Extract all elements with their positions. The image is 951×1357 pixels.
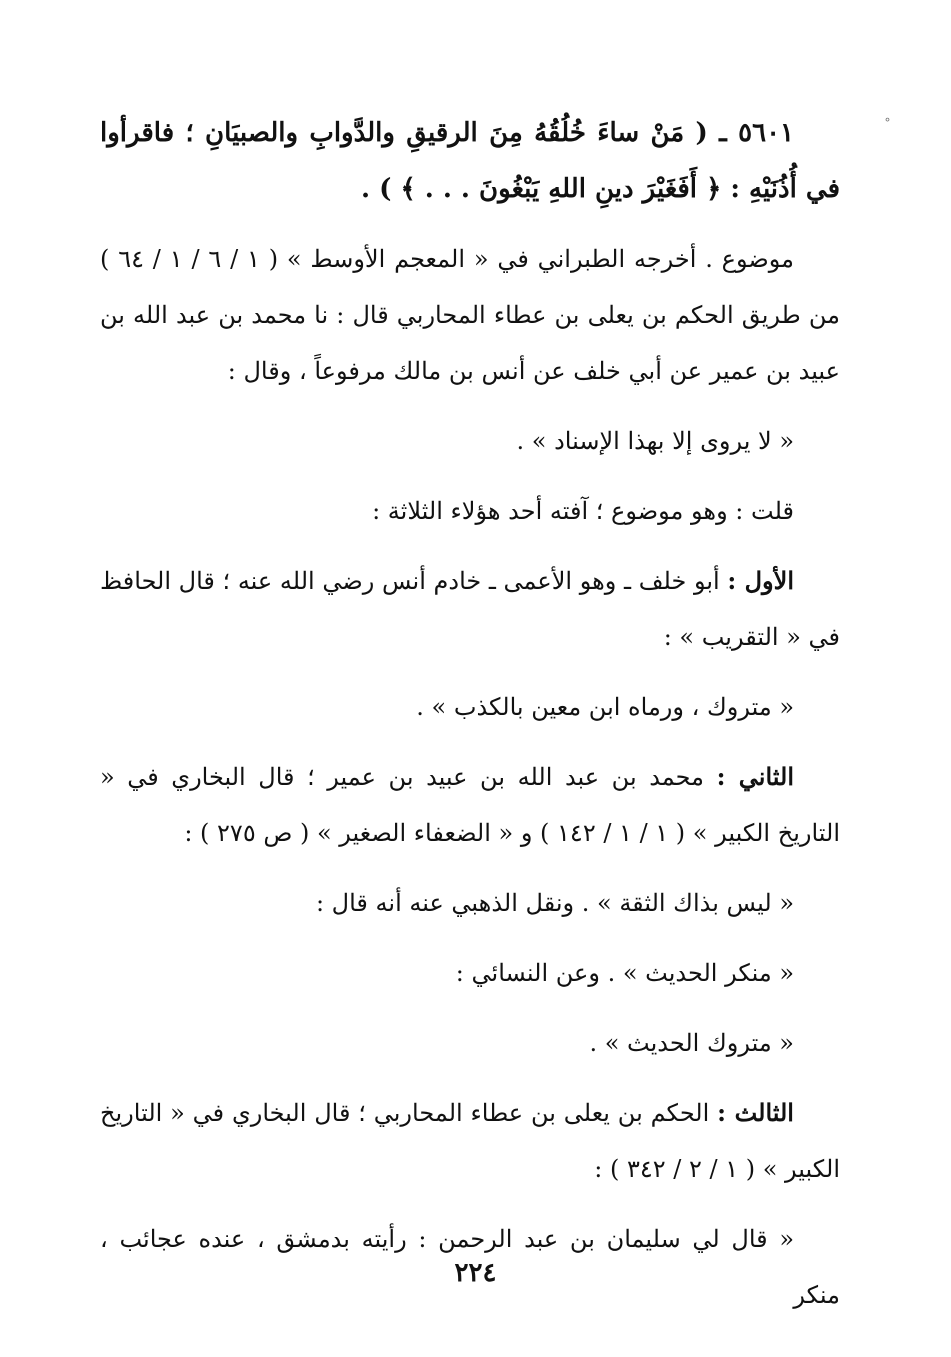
paragraph-third-narrator [100,1085,840,1197]
hadith-text [100,105,840,217]
page-body [100,105,840,1337]
label-third: الثالث : [717,1098,794,1127]
paragraph-remark: قلت : وهو موضوع ؛ آفته أحد هؤلاء الثلاثة : [372,497,794,525]
quote-taqrib: « متروك ، ورماه ابن معين بالكذب » . [416,693,794,721]
hadith-number: ٥٦٠١ [738,118,794,148]
hadith-body: ـ ( مَنْ ساءَ خُلُقُهُ مِنَ الرقيقِ والدَّوابِ والصبيَانِ ؛ فاقرأوا في أُذُنَيْهِ : ﴿ أَفَغَيْرَ دينِ اللهِ يَبْغُونَ . . . ﴾ ) . [100,118,840,204]
quote-bukhari: « ليس بذاك الثقة » . ونقل الذهبي عنه أنه قال : [315,889,794,917]
page-number: ٢٢٤ [454,1258,497,1288]
text-second: محمد بن عبد الله بن عبيد بن عمير ؛ قال البخاري في « التاريخ الكبير » ( ١ / ١ / ١٤٢ ) و « الضعفاء الصغير » ( ص ٢٧٥ ) : [100,763,840,847]
paragraph-verdict-source: موضوع . أخرجه الطبراني في « المعجم الأوسط » ( ١ / ٦ / ١ / ٦٤ ) من طريق الحكم بن يعلى بن عطاء المحاربي قال : نا محمد بن عبد الله بن عبيد بن عمير عن أبي خلف عن أنس بن مالك مرفوعاً ، وقال : [100,245,840,385]
text-third: الحكم بن يعلى بن عطاء المحاربي ؛ قال البخاري في « التاريخ الكبير » ( ١ / ٢ / ٣٤٢ ) : [100,1099,840,1183]
paragraph-first-narrator [100,553,840,665]
quote-tabarani: « لا يروى إلا بهذا الإسناد » . [516,427,794,455]
quote-nasai: « متروك الحديث » . [589,1029,794,1057]
label-first: الأول : [727,566,794,595]
quote-dhahabi: « منكر الحديث » . وعن النسائي : [455,959,794,987]
label-second: الثاني : [716,762,794,791]
text-first: أبو خلف ـ وهو الأعمى ـ خادم أنس رضي الله عنه ؛ قال الحافظ في « التقريب » : [100,567,840,651]
paragraph-second-narrator [100,749,840,861]
paragraph-bukhari-quote: « قال لي سليمان بن عبد الرحمن : رأيته بدمشق ، عنده عجائب ، منكر [100,1225,840,1309]
